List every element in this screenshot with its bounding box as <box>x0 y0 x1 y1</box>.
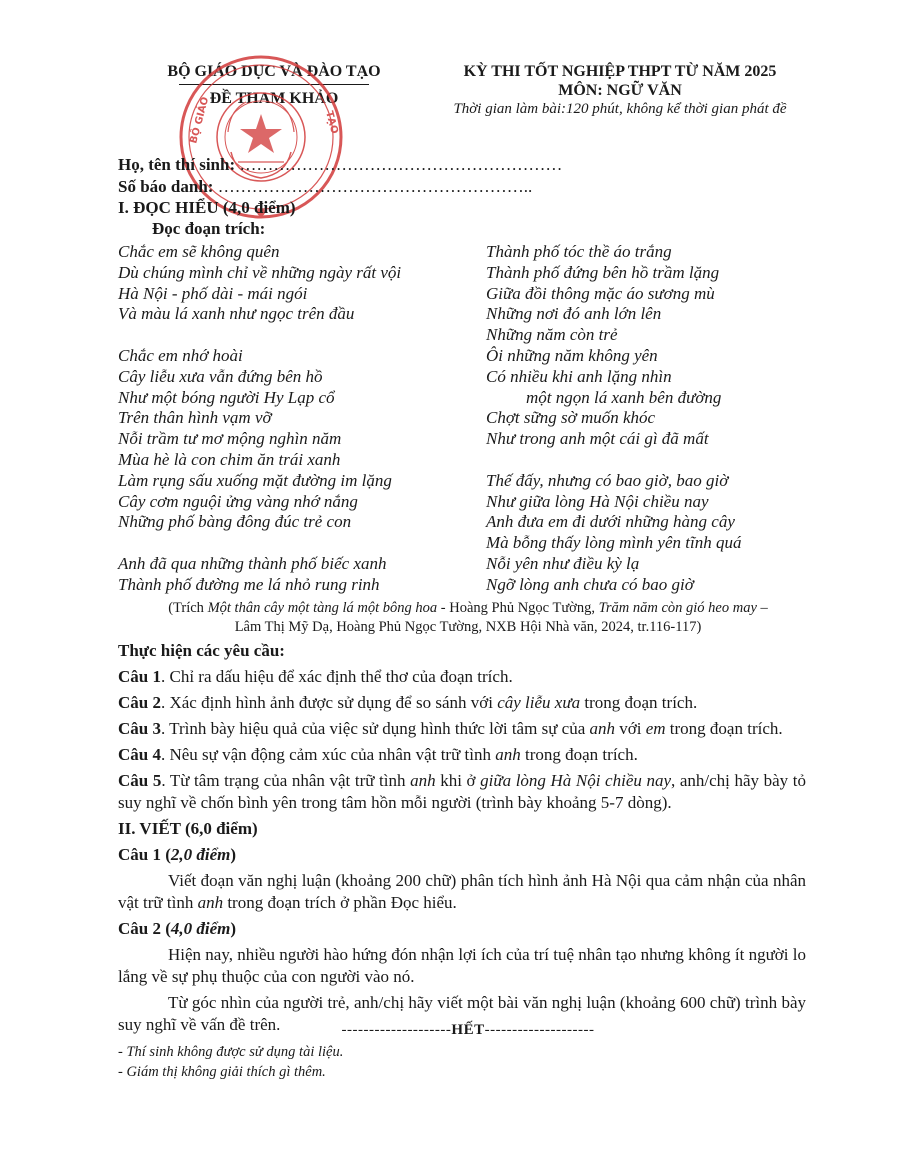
footer-note-1: - Thí sinh không được sử dụng tài liệu. <box>118 1044 344 1060</box>
candidate-id-label: Số báo danh: <box>118 177 214 196</box>
writing-question-2-label: Câu 2 ( <box>118 919 171 938</box>
question-2-label: Câu 2 <box>118 693 161 712</box>
question-4-emphasis: anh <box>495 745 521 764</box>
source-prefix: (Trích <box>168 600 208 616</box>
question-2-emphasis: cây liễu xưa <box>497 693 581 712</box>
question-1-label: Câu 1 <box>118 667 161 686</box>
svg-text:TẠO: TẠO <box>323 109 340 136</box>
poem-right-line: Thế đấy, nhưng có bao giờ, bao giờ <box>486 470 729 490</box>
question-1-text: . Chỉ ra dấu hiệu để xác định thể thơ của đoạn trích. <box>160 667 513 686</box>
question-5-tail: , anh/chị hãy bày tỏ suy nghĩ về chốn bình yên trong tâm hồn mỗi người (trình bày khoảng 5-7 dòng). <box>118 771 806 812</box>
writing-question-1-points: 2,0 điểm <box>170 845 231 864</box>
writing-question-1-close: ) <box>230 845 237 864</box>
poem-right-line: Mà bỗng thấy lòng mình yên tĩnh quá <box>486 533 742 553</box>
source-book-title: Trăm năm còn gió heo may <box>598 600 757 616</box>
ministry-name: BỘ GIÁO DỤC VÀ ĐÀO TẠO <box>167 63 381 80</box>
writing-question-1-emphasis: anh <box>197 893 224 912</box>
poem-right-line: Thành phố tóc thề áo trắng <box>486 242 672 261</box>
section1-lead: Đọc đoạn trích: <box>152 219 266 238</box>
question-5 <box>118 770 806 814</box>
poem-left-line: Mùa hè là con chim ăn trái xanh <box>118 449 341 469</box>
source-work-title: Một thân cây một tàng lá một bông hoa <box>207 600 438 616</box>
questions-body <box>118 640 806 1040</box>
section2-title: II. VIẾT (6,0 điểm) <box>118 819 258 838</box>
question-3-emphasis-anh: anh <box>589 719 615 738</box>
poem-right-line: Chợt sững sờ muốn khóc <box>486 408 656 428</box>
poem-right-line: Những nơi đó anh lớn lên <box>486 304 662 324</box>
poem-left-line: Những phố bàng đông đúc trẻ con <box>118 512 352 532</box>
poem-left-line: Dù chúng mình chỉ về những ngày rất vội <box>118 262 402 282</box>
poem-right-line: Như giữa lòng Hà Nội chiều nay <box>486 491 709 511</box>
exam-title: KỲ THI TỐT NGHIỆP THPT TỪ NĂM 2025 <box>463 63 777 80</box>
poem-right-line: Như trong anh một cái gì đã mất <box>486 429 709 449</box>
candidate-name-row <box>118 154 562 176</box>
question-2-text: . Xác định hình ảnh được sử dụng để so sánh với <box>160 693 498 712</box>
writing-question-2-paragraph-1: Hiện nay, nhiều người hào hứng đón nhận lợi ích của trí tuệ nhân tạo nhưng không ít người lo lắng về sự phụ thuộc của con người vào nó. <box>118 945 806 986</box>
question-3-label: Câu 3 <box>118 719 161 738</box>
poem-left-line: Làm rụng sấu xuống mặt đường im lặng <box>118 470 392 490</box>
poem-left-line <box>118 533 401 554</box>
poem-right-line: Ôi những năm không yên <box>486 345 658 365</box>
source-dash: – <box>756 600 768 616</box>
document-type: ĐỀ THAM KHẢO <box>209 90 339 107</box>
source-citation <box>118 599 818 637</box>
writing-question-2-paragraph-2: Từ góc nhìn của người trẻ, anh/chị hãy viết một bài văn nghị luận (khoảng 600 chữ) trình bày suy nghĩ về vấn đề trên. <box>118 993 806 1034</box>
writing-question-2-heading <box>118 918 806 940</box>
source-author: - Hoàng Phủ Ngọc Tường, <box>437 600 599 616</box>
writing-question-1-label: Câu 1 ( <box>118 845 171 864</box>
question-1 <box>118 666 806 688</box>
poem-right-line: Nỗi yên như điều kỳ lạ <box>486 553 640 573</box>
writing-question-1-heading <box>118 844 806 866</box>
question-3 <box>118 718 806 740</box>
header-right <box>430 62 810 118</box>
poem-right-line: Giữa đồi thông mặc áo sương mù <box>486 283 715 303</box>
end-dashes-left: -------------------- <box>341 1022 452 1038</box>
poem-left-line: Như một bóng người Hy Lạp cổ <box>118 387 335 407</box>
poem-right-line: Những năm còn trẻ <box>486 325 618 345</box>
source-line1 <box>118 599 818 618</box>
question-5-mid: khi ở <box>435 771 481 790</box>
source-line2: Lâm Thị Mỹ Dạ, Hoàng Phủ Ngọc Tường, NXB Hội Nhà văn, 2024, tr.116-117) <box>234 619 702 635</box>
poem-left-line: Anh đã qua những thành phố biếc xanh <box>118 553 387 573</box>
poem-right-line: Thành phố đứng bên hồ trầm lặng <box>486 262 720 282</box>
end-word: HẾT <box>451 1022 485 1038</box>
writing-question-1-tail: trong đoạn trích ở phần Đọc hiểu. <box>223 893 457 912</box>
poem-right-line <box>486 450 741 471</box>
poem-right-column <box>486 242 741 596</box>
question-5-label: Câu 5 <box>118 771 162 790</box>
question-5-emphasis-place: giữa lòng Hà Nội chiều nay <box>480 771 672 790</box>
candidate-name-label: Họ, tên thí sinh: <box>118 155 236 174</box>
candidate-id-row <box>118 176 562 198</box>
poem-left-line: Cây cơm nguội ửng vàng nhớ nắng <box>118 491 358 511</box>
poem-left-line: Và màu lá xanh như ngọc trên đầu <box>118 304 355 324</box>
requirements-title: Thực hiện các yêu cầu: <box>118 641 285 660</box>
candidate-name-dots: ………………………………………………… <box>239 155 563 174</box>
poem-left-line: Trên thân hình vạm vỡ <box>118 408 272 428</box>
question-5-emphasis-anh: anh <box>410 771 436 790</box>
svg-text:BỘ GIÁO: BỘ GIÁO <box>188 95 212 145</box>
writing-question-2-close: ) <box>230 919 237 938</box>
poem-right-line: một ngọn lá xanh bên đường <box>526 387 722 407</box>
question-4-text: . Nêu sự vận động cảm xúc của nhân vật trữ tình <box>160 745 496 764</box>
poem-right-line: Ngỡ lòng anh chưa có bao giờ <box>486 574 694 594</box>
question-3-emphasis-em: em <box>645 719 666 738</box>
end-dashes-right: -------------------- <box>484 1022 595 1038</box>
time-note: Thời gian làm bài:120 phút, không kể thời gian phát đề <box>453 101 787 117</box>
question-2 <box>118 692 806 714</box>
poem-left-line: Chắc em sẽ không quên <box>118 242 280 261</box>
writing-question-1-body: Viết đoạn văn nghị luận (khoảng 200 chữ) phân tích hình ảnh Hà Nội qua cảm nhận của nhân vật trữ tình <box>118 871 806 912</box>
question-3-tail: trong đoạn trích. <box>665 719 783 738</box>
poem-left-line: Chắc em nhớ hoài <box>118 345 243 365</box>
question-2-tail: trong đoạn trích. <box>580 693 698 712</box>
question-3-text: . Trình bày hiệu quả của việc sử dụng hình thức lời tâm sự của <box>160 719 590 738</box>
question-4 <box>118 744 806 766</box>
end-marker <box>118 1022 818 1039</box>
poem-left-line: Cây liễu xưa vẫn đứng bên hồ <box>118 366 323 386</box>
poem-left-line: Nỗi trầm tư mơ mộng nghìn năm <box>118 429 342 449</box>
candidate-id-dots: ……………………………………………….. <box>217 177 533 196</box>
poem-right-line: Anh đưa em đi dưới những hàng cây <box>486 512 735 532</box>
candidate-fields <box>118 154 562 198</box>
footer-note-2: - Giám thị không giải thích gì thêm. <box>118 1064 326 1080</box>
writing-question-1-text <box>118 870 806 914</box>
writing-question-2-points: 4,0 điểm <box>170 919 231 938</box>
section1-title: I. ĐỌC HIỂU (4,0 điểm) <box>118 198 296 217</box>
question-3-mid: với <box>615 719 646 738</box>
subject-title: MÔN: NGỮ VĂN <box>558 82 682 99</box>
question-4-label: Câu 4 <box>118 745 161 764</box>
footer-notes <box>118 1042 343 1082</box>
poem-left-line: Hà Nội - phố dài - mái ngói <box>118 283 308 303</box>
question-5-text: . Từ tâm trạng của nhân vật trữ tình <box>161 771 411 790</box>
poem-left-line: Thành phố đường me lá nhỏ rung rinh <box>118 574 380 594</box>
poem-left-line <box>118 325 401 346</box>
poem-left-column <box>118 242 401 596</box>
question-4-tail: trong đoạn trích. <box>520 745 638 764</box>
poem-right-line: Có nhiều khi anh lặng nhìn <box>486 366 672 386</box>
